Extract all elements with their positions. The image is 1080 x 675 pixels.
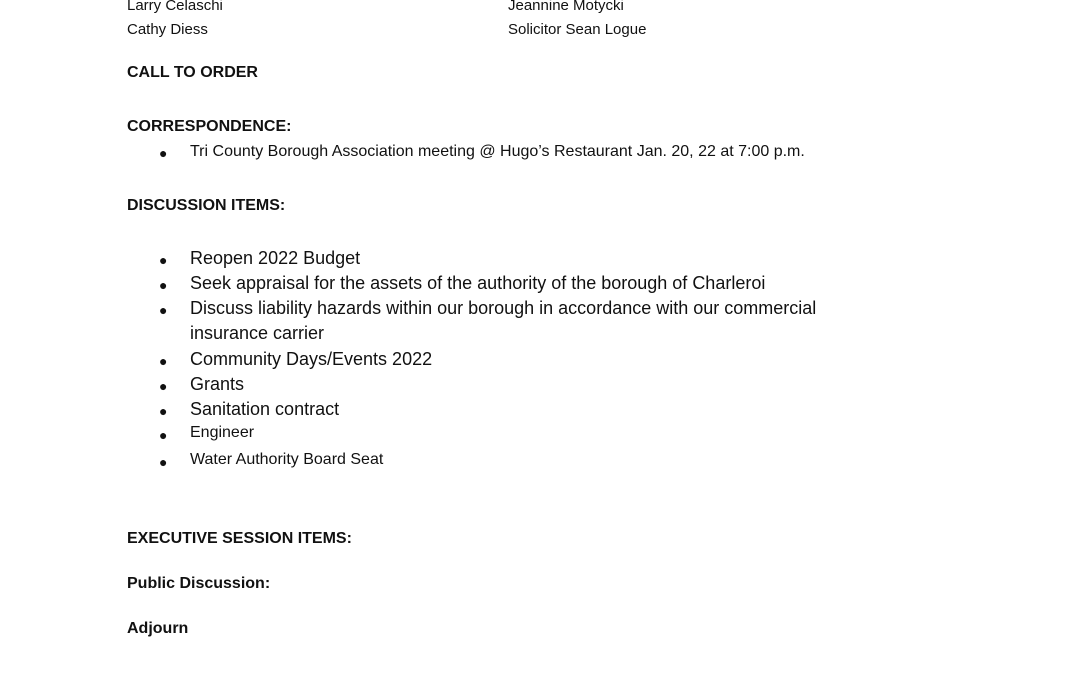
attendee-larry-celaschi: Larry Celaschi xyxy=(127,0,223,14)
discussion-heading: DISCUSSION ITEMS: xyxy=(127,197,286,214)
discussion-item-liability-hazards: Discuss liability hazards within our borough in accordance with our commercial xyxy=(190,298,817,318)
correspondence-item: Tri County Borough Association meeting @ Hugo’s Restaurant Jan. 20, 22 at 7:00 p.m. xyxy=(190,143,805,160)
executive-session-heading: EXECUTIVE SESSION ITEMS: xyxy=(127,530,352,547)
discussion-item-community-days: Community Days/Events 2022 xyxy=(190,349,433,369)
discussion-item-reopen-budget: Reopen 2022 Budget xyxy=(190,248,361,268)
public-discussion-heading: Public Discussion: xyxy=(127,575,271,592)
bullet-icon: ● xyxy=(159,353,168,369)
bullet-icon: ● xyxy=(159,403,168,419)
discussion-item-engineer: Engineer xyxy=(190,424,255,441)
discussion-item-seek-appraisal: Seek appraisal for the assets of the authority of the borough of Charleroi xyxy=(190,273,766,293)
discussion-item-liability-hazards-cont: insurance carrier xyxy=(190,323,325,343)
bullet-icon: ● xyxy=(159,378,168,394)
bullet-icon: ● xyxy=(159,145,168,161)
bullet-icon: ● xyxy=(159,454,168,470)
bullet-icon: ● xyxy=(159,427,168,443)
adjourn-heading: Adjourn xyxy=(127,620,189,637)
attendee-jeannine-motycki: Jeannine Motycki xyxy=(508,0,624,14)
call-to-order-heading: CALL TO ORDER xyxy=(127,64,258,81)
bullet-icon: ● xyxy=(159,302,168,318)
attendee-cathy-diess: Cathy Diess xyxy=(127,21,208,38)
correspondence-heading: CORRESPONDENCE: xyxy=(127,118,292,135)
discussion-item-sanitation-contract: Sanitation contract xyxy=(190,399,340,419)
discussion-item-grants: Grants xyxy=(190,374,245,394)
attendee-solicitor-sean-logue: Solicitor Sean Logue xyxy=(508,21,647,38)
bullet-icon: ● xyxy=(159,277,168,293)
discussion-item-water-authority: Water Authority Board Seat xyxy=(190,451,384,468)
bullet-icon: ● xyxy=(159,252,168,268)
